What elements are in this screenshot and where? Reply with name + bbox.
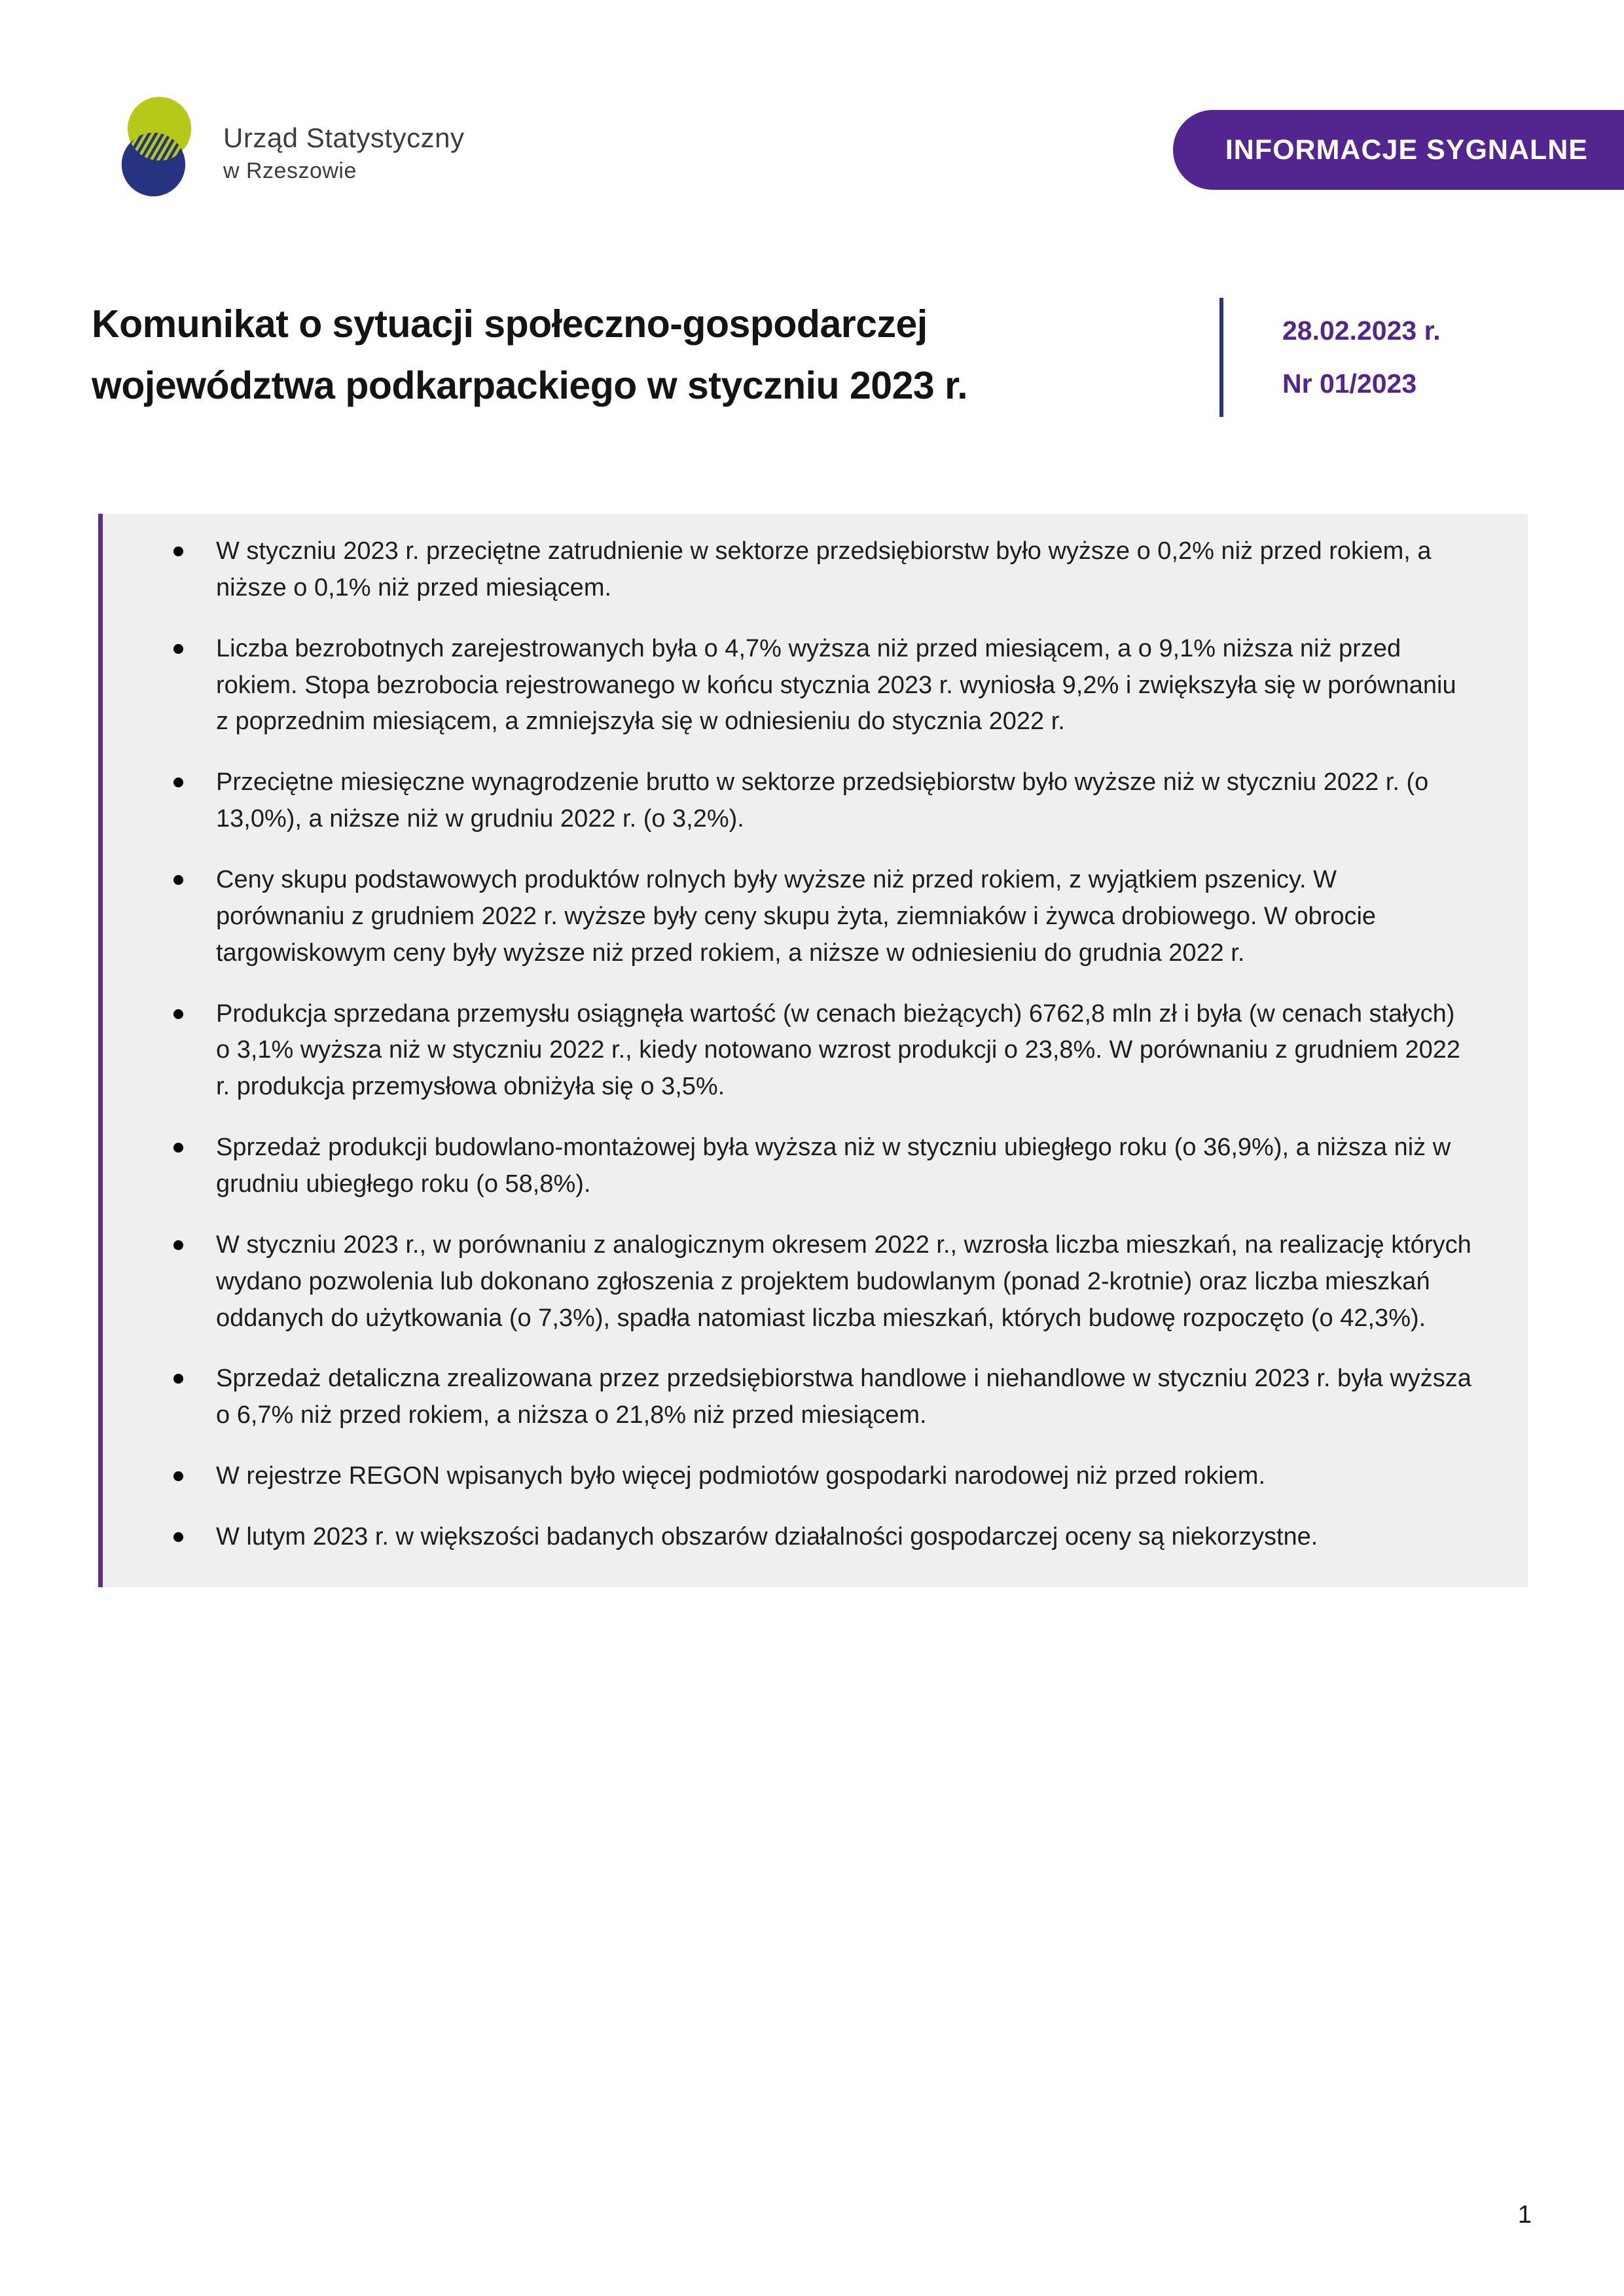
bullet-icon	[173, 644, 183, 654]
bullet-icon	[173, 1471, 183, 1481]
bullet-icon	[173, 1240, 183, 1250]
issue-number: Nr 01/2023	[1282, 368, 1417, 399]
logo-text	[223, 97, 464, 184]
highlight-text: Sprzedaż produkcji budowlano-montażowej była wyższa niż w styczniu ubiegłego roku (o 36,9%), a niższa niż w grudniu ubiegłego roku (o 58,8%).	[216, 1134, 1451, 1198]
bullet-icon	[173, 1532, 183, 1542]
informacje-sygnalne-badge	[1173, 110, 1624, 190]
highlight-item	[216, 1227, 1472, 1337]
office-logo	[107, 97, 464, 196]
highlight-text: W styczniu 2023 r., w porównaniu z analogicznym okresem 2022 r., wzrosła liczba mieszkań, na realizację których wydano pozwolenia lub dokonano zgłoszenia z projektem budowlanym (ponad 2-krotnie) oraz liczba mieszkań oddanych do użytkowania (o 7,3%), spadła natomiast liczba mieszkań, których budowę rozpoczęto (o 42,3%).	[216, 1230, 1471, 1332]
logo-org-name: Urząd Statystyczny	[223, 122, 465, 153]
highlight-item	[216, 1458, 1472, 1495]
bullet-icon	[173, 1009, 183, 1019]
bullet-icon	[173, 547, 183, 556]
highlight-item	[216, 1519, 1472, 1556]
page-number: 1	[1517, 2201, 1532, 2229]
highlight-item	[216, 996, 1472, 1106]
highlight-text: Sprzedaż detaliczna zrealizowana przez przedsiębiorstwa handlowe i niehandlowe w styczniu 2023 r. była wyższa o 6,7% niż przed rokiem, a niższa o 21,8% niż przed miesiącem.	[216, 1365, 1471, 1429]
publication-date: 28.02.2023 r.	[1282, 315, 1441, 346]
highlights-list	[103, 533, 1472, 1556]
highlight-text: W styczniu 2023 r. przeciętne zatrudnienie w sektorze przedsiębiorstw było wyższe o 0,2% niż przed rokiem, a niższe o 0,1% niż przed miesiącem.	[216, 537, 1432, 601]
highlight-text: Produkcja sprzedana przemysłu osiągnęła wartość (w cenach bieżących) 6762,8 mln zł i była (w cenach stałych) o 3,1% wyższa niż w styczniu 2022 r., kiedy notowano wzrost produkcji o 23,8%. W porównaniu z grudniem 2022 r. produkcja przemysłowa obniżyła się o 3,5%.	[216, 999, 1460, 1101]
bullet-icon	[173, 778, 183, 787]
highlight-text: W rejestrze REGON wpisanych było więcej podmiotów gospodarki narodowej niż przed rokiem.	[216, 1462, 1265, 1490]
highlight-item	[216, 764, 1472, 838]
highlight-item	[216, 533, 1472, 607]
logo-circles-icon	[107, 97, 206, 196]
highlight-text: Przeciętne miesięczne wynagrodzenie brutto w sektorze przedsiębiorstw było wyższe niż w styczniu 2022 r. (o 13,0%), a niższe niż w grudniu 2022 r. (o 3,2%).	[216, 768, 1429, 833]
badge-label: INFORMACJE SYGNALNE	[1225, 134, 1588, 166]
highlights-box	[98, 514, 1528, 1587]
highlight-item	[216, 1361, 1472, 1434]
logo-org-city: w Rzeszowie	[223, 158, 357, 184]
highlight-text: W lutym 2023 r. w większości badanych obszarów działalności gospodarczej oceny są niekorzystne.	[216, 1523, 1318, 1551]
highlight-text: Ceny skupu podstawowych produktów rolnych były wyższe niż przed rokiem, z wyjątkiem pszenicy. W porównaniu z grudniem 2022 r. wyższe były ceny skupu żyta, ziemniaków i żywca drobiowego. W obrocie targowiskowym ceny były wyższe niż przed rokiem, a niższe w odniesieniu do grudnia 2022 r.	[216, 866, 1377, 967]
highlight-item	[216, 862, 1472, 972]
highlight-item	[216, 1130, 1472, 1203]
bullet-icon	[173, 875, 183, 885]
highlight-item	[216, 631, 1472, 741]
page-title: Komunikat o sytuacji społeczno-gospodarczej województwa podkarpackiego w styczniu 2023 r.	[92, 302, 968, 408]
bullet-icon	[173, 1374, 183, 1384]
highlight-text: Liczba bezrobotnych zarejestrowanych była o 4,7% wyższa niż przed miesiącem, a o 9,1% niższa niż przed rokiem. Stopa bezrobocia rejestrowanego w końcu stycznia 2023 r. wyniosła 9,2% i zwiększyła się w porównaniu z poprzednim miesiącem, a zmniejszyła się w odniesieniu do stycznia 2022 r.	[216, 634, 1456, 736]
issue-meta	[1219, 298, 1441, 417]
bullet-icon	[173, 1143, 183, 1153]
